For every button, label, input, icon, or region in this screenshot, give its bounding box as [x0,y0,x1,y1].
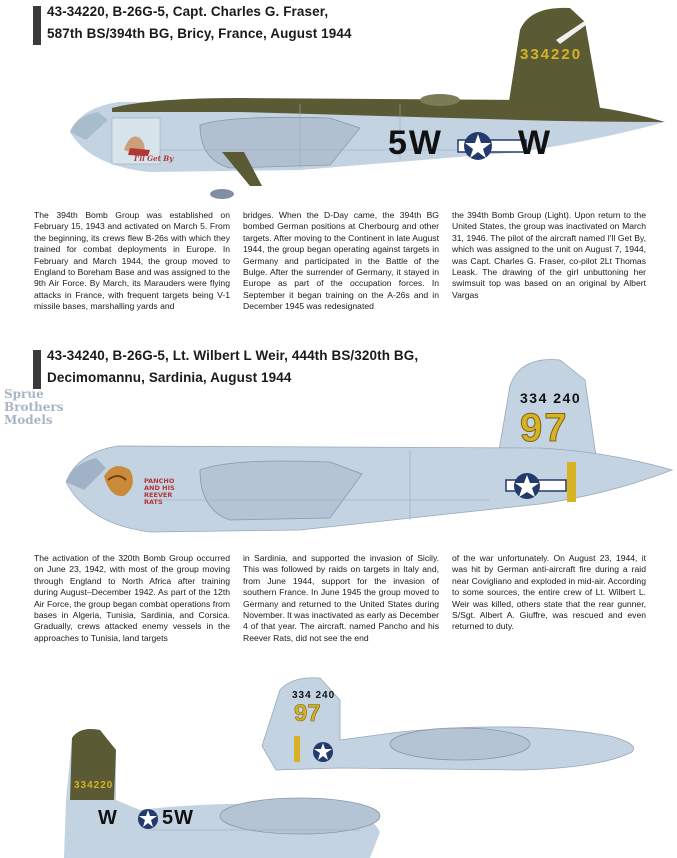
rear-left-code-right: 5W [162,807,194,829]
profile-1-paragraph-3: the 394th Bomb Group (Light). Upon return to the United States, the group was inactivated on March 31, 1946. The pilot of the aircraft named I'll Get By, which was assigned to the unit on August 7, 1944, was Capt. Charles G. Fraser, co-pilot 2Lt Thomas Leask. The drawing of the girl unbuttoning her swimsuit top was based on an original by Albert Vargas [452,210,646,300]
rear-right-serial: 334 240 [292,690,336,701]
profile-2-serial: 334 240 [520,390,582,406]
profile-2-paragraph-1: The activation of the 320th Bomb Group occurred on June 23, 1942, with most of the group moving through England to North Africa after training during August–December 1942. As part of the 12th Air Force, the group began combat operations from bases in Algeria, Tunisia, Sardinia, and Corsica. Gradually, crews attacked enemy vessels in the approaches to Tunisia, land targets [34,553,230,643]
profile-2-heading-line1: 43-34240, B-26G-5, Lt. Wilbert L Weir, 444th BS/320th BG, [47,348,419,363]
watermark-line1: Sprue [4,387,44,401]
nose-art-line2: AND HIS [144,484,175,492]
nose-art-line4: RATS [144,498,163,506]
rear-left-serial: 334220 [74,780,114,791]
profile-1-heading-line2: 587th BS/394th BG, Bricy, France, August 1944 [47,26,352,41]
rear-left-code-left: W [98,807,117,829]
profile-1-nose-art-text: I'll Get By [134,154,174,163]
nose-art-line3: REEVER [144,491,173,499]
rear-right-number: 97 [294,700,321,727]
profile-2-number: 97 [520,406,569,450]
profile-1-paragraph-1: The 394th Bomb Group was established on February 15, 1943 and activated on March 5. From the beginning, its crews flew B-26s with which they trained for combat deployments in Europe. In February and March 1944, the group moved to England to Boreham Base and was assigned to the 9th Air Force. By March, its Marauders were flying attacks in France, with frequent targets being V-1 missile bases, marshalling yards and [34,210,230,312]
profile-2-heading-line2: Decimomannu, Sardinia, August 1944 [47,370,292,385]
watermark-line2: Brothers [4,400,64,414]
watermark-line3: Models [4,413,53,427]
profile-1-code-left: 5W [388,124,443,162]
profile-1-code-right: W [518,124,551,162]
profile-2-paragraph-3: of the war unfortunately. On August 23, 1944, it was hit by German anti-aircraft fire during a raid near Covigliano and exploded in mid-air. According to some sources, the entire crew of Lt. Wilbert L. Weir was killed, others state that the rear gunner, S/Sgt. Albert A. Giuffre, was rescued and even returned to duty. [452,553,646,632]
nose-art-line1: PANCHO [144,477,175,485]
profile-1-heading-line1: 43-34220, B-26G-5, Capt. Charles G. Fraser, [47,4,329,19]
profile-2-paragraph-2: in Sardinia, and supported the invasion of Sicily. This was followed by raids on targets in Italy and, from June 1944, support for the invasion of southern France. In June 1945 the group moved to Germany and returned to the United States during November. It was inactivated as early as December 4 of that year. The aircraft. named Pancho and his Reever Rats, did not see the end [243,553,439,643]
profile-1-serial: 334220 [520,46,583,63]
profile-1-paragraph-2: bridges. When the D-Day came, the 394th BG bombed German positions at Cherbourg and other targets. After moving to the Continent in late August 1944, the group began operating against targets in Germany and participated in the Battle of the Bulge. After the surrender of Germany, it stayed in Europe as part of the occupation forces. In September it began training on the A-26s and in December 1945 was redesignated [243,210,439,312]
